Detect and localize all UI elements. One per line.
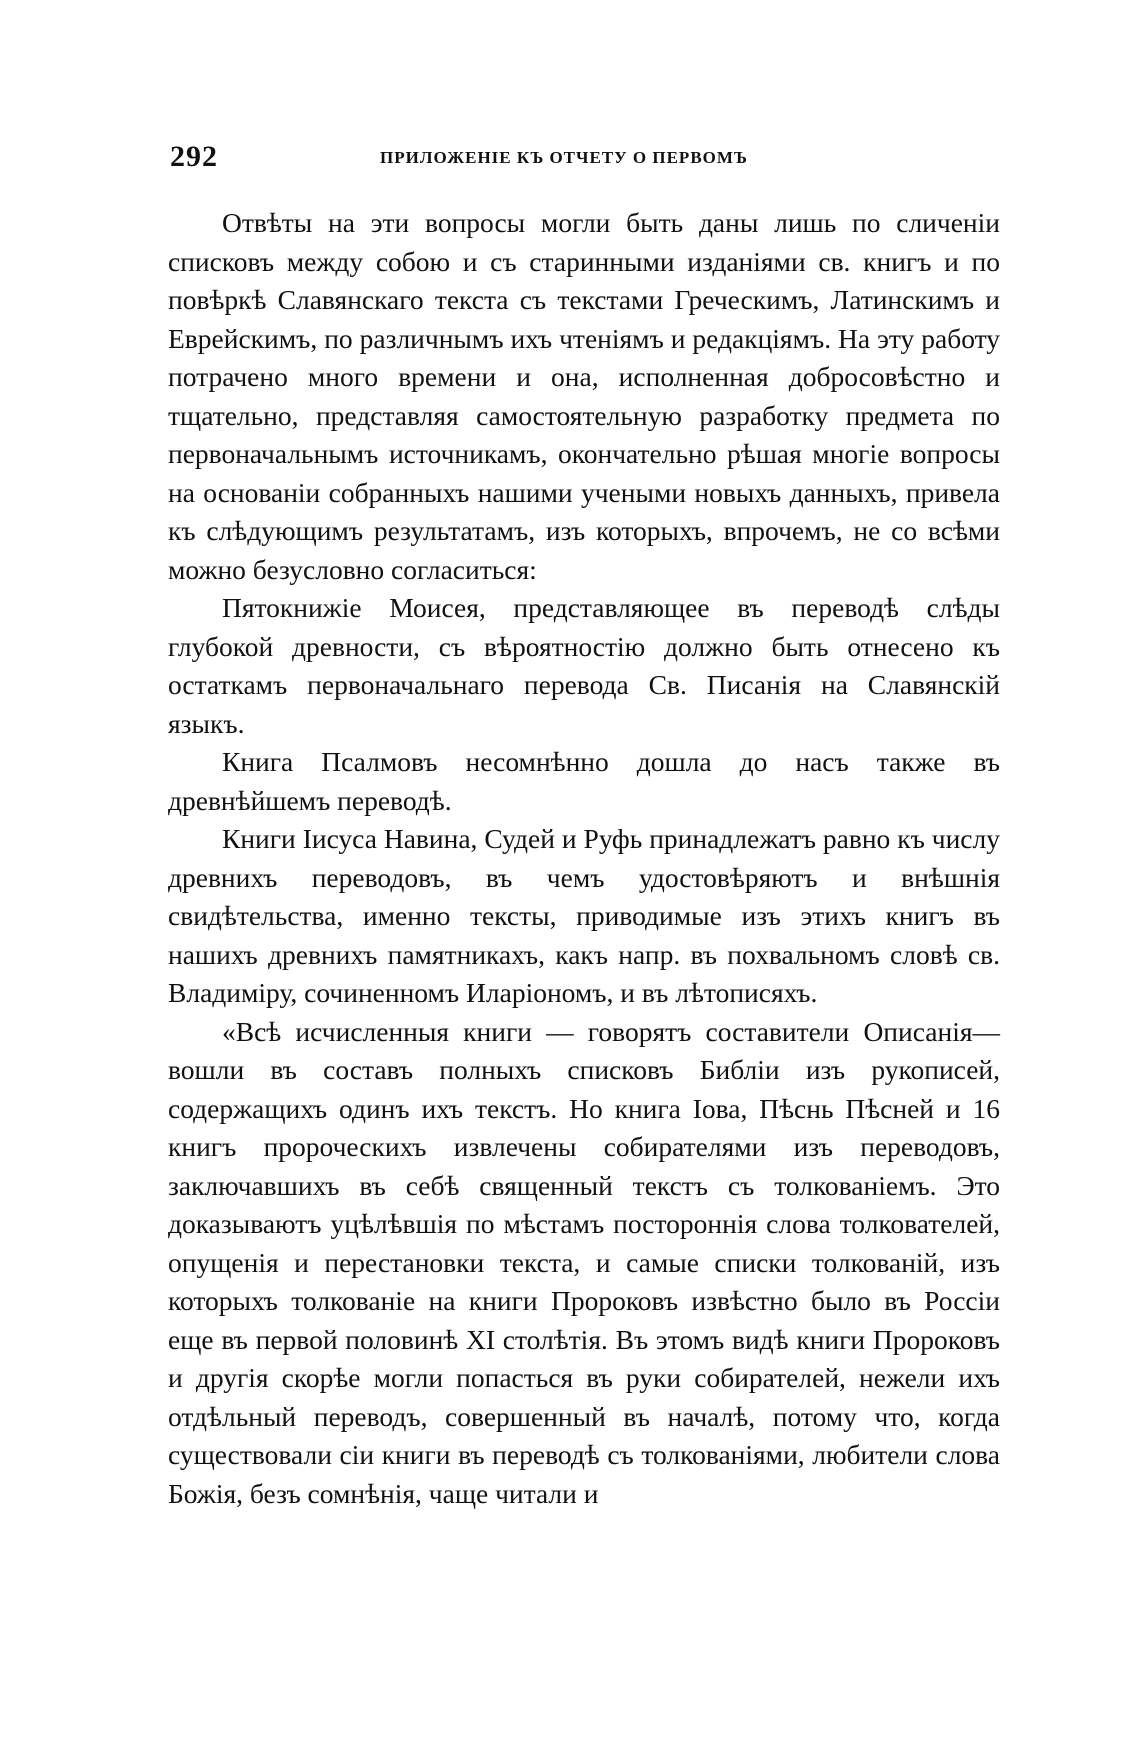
paragraph-psalms: Книга Псалмовъ несомнѣнно дошла до насъ также въ древнѣйшемъ переводѣ. [168, 746, 1000, 816]
body-text [168, 204, 1000, 1513]
running-title: ПРИЛОЖЕНІЕ КЪ ОТЧЕТУ О ПЕРВОМЪ [380, 148, 748, 167]
page-number: 292 [170, 140, 218, 173]
paragraph-answers: Отвѣты на эти вопросы могли быть даны лишь по сличеніи списковъ между собою и съ старинными изданіями св. книгъ и по повѣркѣ Славянскаго текста съ текстами Греческимъ, Латинскимъ и Еврейскимъ, по различнымъ ихъ чтеніямъ и редакціямъ. На эту работу потрачено много времени и она, исполненная добросовѣстно и тщательно, представляя самостоятельную разработку предмета по первоначальнымъ источникамъ, окончательно рѣшая многіе вопросы на основаніи собранныхъ нашими учеными новыхъ данныхъ, привела къ слѣдующимъ результатамъ, изъ которыхъ, впрочемъ, не со всѣми можно безусловно согласиться: [168, 207, 1000, 585]
paragraph-pentateuch: Пятокнижіе Моисея, представляющее въ переводѣ слѣды глубокой древности, съ вѣроятностію должно быть отнесено къ остаткамъ первоначальнаго перевода Св. Писанія на Славянскій языкъ. [168, 592, 1000, 739]
page-header [170, 140, 1000, 180]
paragraph-joshua-judges-ruth: Книги Іисуса Навина, Судей и Руфь принадлежатъ равно къ числу древнихъ переводовъ, въ чемъ удостовѣряютъ и внѣшнія свидѣтельства, именно тексты, приводимые изъ этихъ книгъ въ нашихъ древнихъ памятникахъ, какъ напр. въ похвальномъ словѣ св. Владиміру, сочиненномъ Иларіономъ, и въ лѣтописяхъ. [168, 823, 1000, 1008]
paragraph-quotation: «Всѣ исчисленныя книги — говорятъ составители Описанія— вошли въ составъ полныхъ списковъ Библіи изъ рукописей, содержащихъ одинъ ихъ текстъ. Но книга Іова, Пѣснь Пѣсней и 16 книгъ пророческихъ извлечены собирателями изъ переводовъ, заключавшихъ въ себѣ священный текстъ съ толкованіемъ. Это доказываютъ уцѣлѣвшія по мѣстамъ постороннія слова толкователей, опущенія и перестановки текста, и самые списки толкованій, изъ которыхъ толкованіе на книги Пророковъ извѣстно было въ Россіи еще въ первой половинѣ XI столѣтія. Въ этомъ видѣ книги Пророковъ и другія скорѣе могли попасться въ руки собирателей, нежели ихъ отдѣльный переводъ, совершенный въ началѣ, потому что, когда существовали сіи книги въ переводѣ съ толкованіями, любители слова Божія, безъ сомнѣнія, чаще читали и [168, 1015, 1000, 1509]
